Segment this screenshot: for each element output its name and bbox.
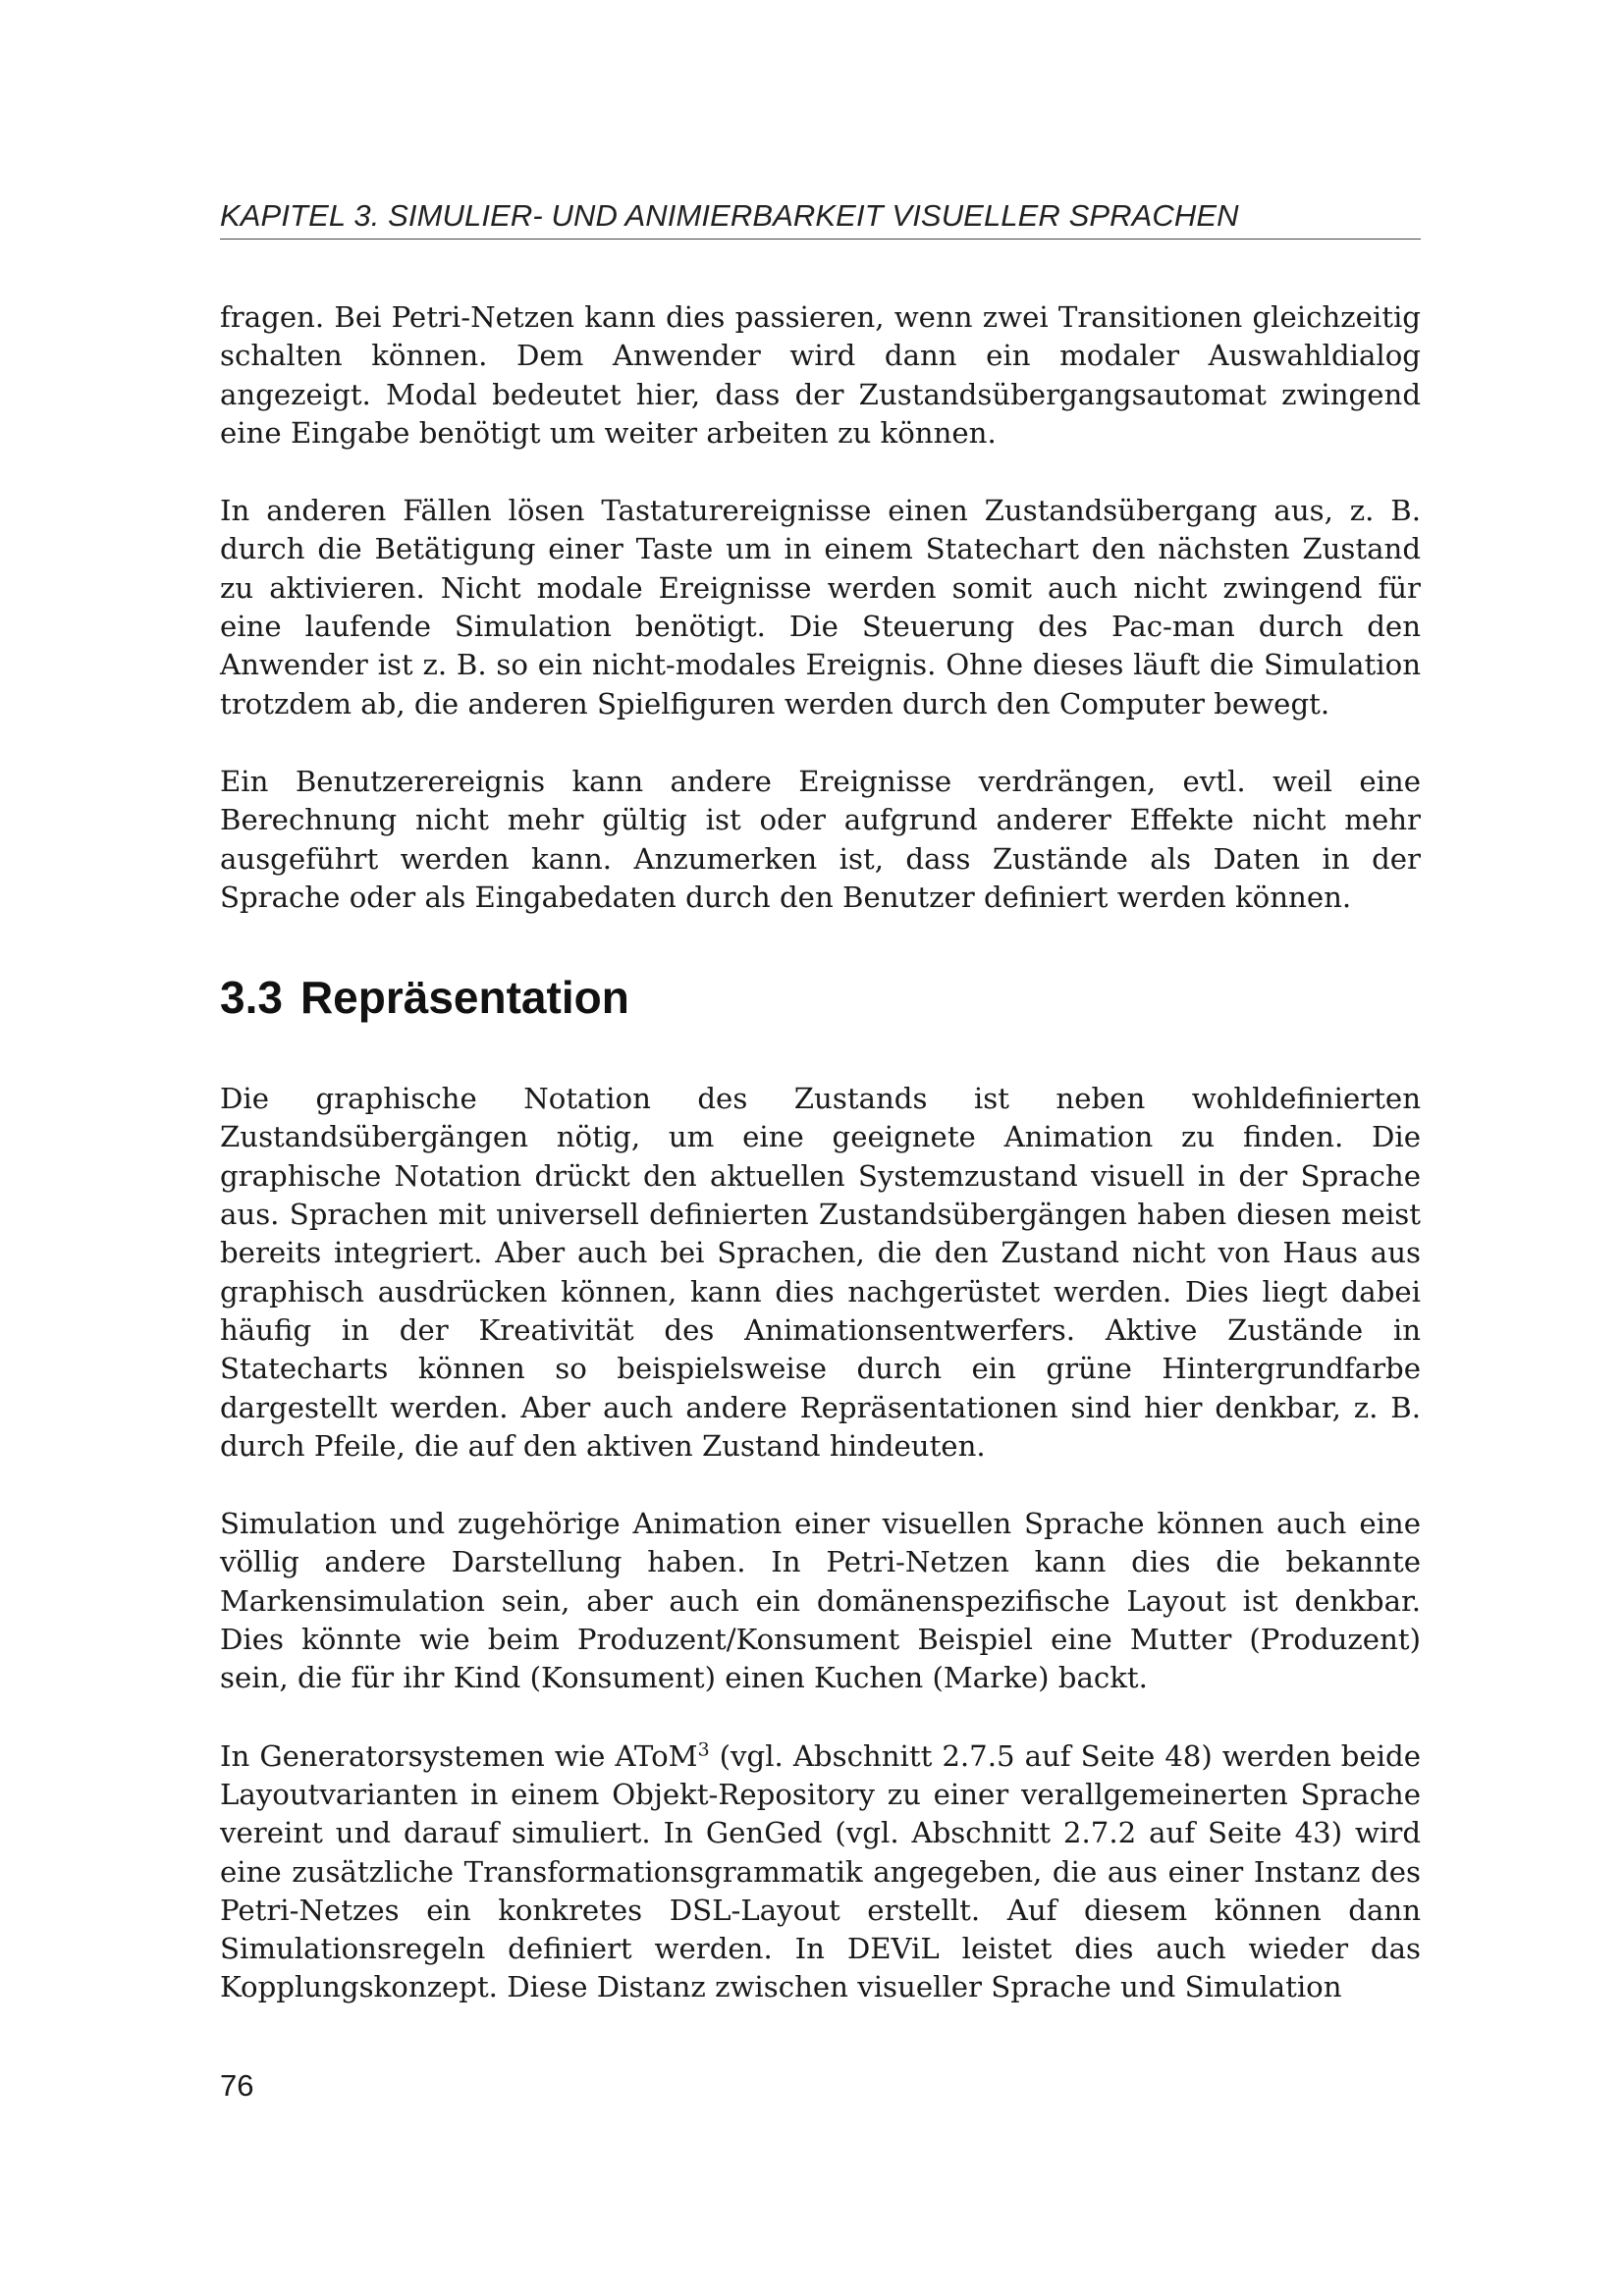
body-paragraph: In anderen Fällen lösen Tastaturereignisse einen Zustandsübergang aus, z. B. durch die Betätigung einer Taste um in einem Statechart den nächsten Zustand zu aktivieren. Nicht modale Ereignisse werden somit auch nicht zwingend für eine laufende Simulation benötigt. Die Steuerung des Pac-man durch den Anwender ist z. B. so ein nicht-modales Ereignis. Ohne dieses läuft die Simulation trotzdem ab, die anderen Spielfiguren werden durch den Computer bewegt. (220, 494, 1421, 721)
paragraph-rest: (vgl. Abschnitt 2.7.5 auf Seite 48) werden beide Layoutvarianten in einem Objekt-Repository zu einer verallgemeinerten Sprache vereint und darauf simuliert. In GenGed (vgl. Abschnitt 2.7.2 auf Seite 43) wird eine zusätzliche Transformationsgrammatik angegeben, die aus einer Instanz des Petri-Netzes ein konkretes DSL-Layout erstellt. Auf diesem können dann Simulationsregeln definiert werden. In DEViL leistet dies auch wieder das Kopplungskonzept. Diese Distanz zwischen visueller Sprache und Simulation (220, 1738, 1421, 2004)
section-number: 3.3 (220, 972, 283, 1024)
body-paragraph: fragen. Bei Petri-Netzen kann dies passieren, wenn zwei Transitionen gleichzeitig schalten können. Dem Anwender wird dann ein modaler Auswahldialog angezeigt. Modal bedeutet hier, dass der Zustandsübergangsautomat zwingend eine Eingabe benötigt um weiter arbeiten zu können. (220, 300, 1421, 450)
superscript: 3 (697, 1737, 710, 1760)
paragraph-lead: In Generatorsystemen wie AToM (220, 1738, 698, 1773)
running-header-title: KAPITEL 3. SIMULIER- UND ANIMIERBARKEIT VISUELLER SPRACHEN (220, 198, 1239, 233)
section-heading (220, 970, 1421, 1025)
page-body (220, 298, 1421, 2007)
section-title: Repräsentation (299, 972, 629, 1024)
body-paragraph (220, 1737, 1421, 2007)
body-paragraph: Ein Benutzerereignis kann andere Ereignisse verdrängen, evtl. weil eine Berechnung nicht mehr gültig ist oder aufgrund anderer Effekte nicht mehr ausgeführt werden kann. Anzumerken ist, dass Zustände als Daten in der Sprache oder als Eingabedaten durch den Benutzer definiert werden können. (220, 764, 1421, 914)
running-header (220, 194, 1421, 240)
page-number: 76 (220, 2068, 254, 2103)
body-paragraph: Simulation und zugehörige Animation einer visuellen Sprache können auch eine völlig andere Darstellung haben. In Petri-Netzen kann dies die bekannte Markensimulation sein, aber auch ein domänenspezifische Layout ist denkbar. Dies könnte wie beim Produzent/Konsument Beispiel eine Mutter (Produzent) sein, die für ihr Kind (Konsument) einen Kuchen (Marke) backt. (220, 1507, 1421, 1695)
body-paragraph: Die graphische Notation des Zustands ist neben wohldefinierten Zustandsübergängen nötig, um eine geeignete Animation zu finden. Die graphische Notation drückt den aktuellen Systemzustand visuell in der Sprache aus. Sprachen mit universell definierten Zustandsübergängen haben diesen meist bereits integriert. Aber auch bei Sprachen, die den Zustand nicht von Haus aus graphisch ausdrücken können, kann dies nachgerüstet werden. Dies liegt dabei häufig in der Kreativität des Animationsentwerfers. Aktive Zustände in Statecharts können so beispielsweise durch ein grüne Hintergrundfarbe dargestellt werden. Aber auch andere Repräsentationen sind hier denkbar, z. B. durch Pfeile, die auf den aktiven Zustand hindeuten. (220, 1082, 1421, 1463)
